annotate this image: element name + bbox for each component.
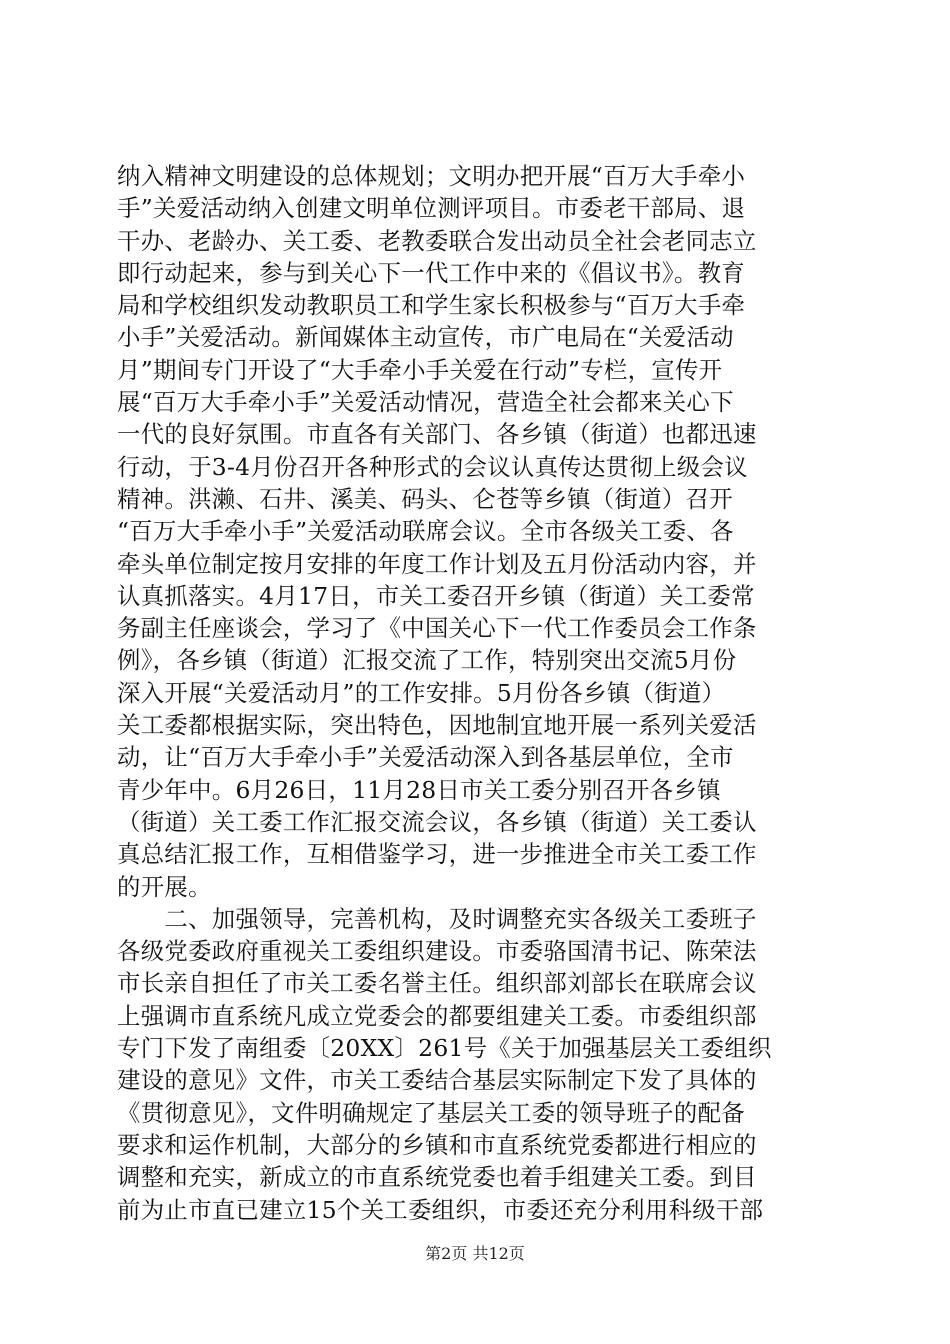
- text-line: 行动，于3-4月份召开各种形式的会议认真传达贯彻上级会议: [117, 452, 748, 481]
- text-line: 务副主任座谈会，学习了《中国关心下一代工作委员会工作条: [117, 614, 757, 643]
- text-line: 局和学校组织发动教职员工和学生家长积极参与“百万大手牵: [117, 291, 746, 320]
- text-line: 展“百万大手牵小手”关爱活动情况，营造全社会都来关心下: [117, 388, 734, 417]
- body-text: [117, 160, 833, 1226]
- text-line: 调整和充实，新成立的市直系统党委也着手组建关工委。到目: [117, 1163, 757, 1192]
- text-line: 市长亲自担任了市关工委名誉主任。组织部刘部长在联席会议: [117, 969, 757, 998]
- text-line: （街道）关工委工作汇报交流会议，各乡镇（街道）关工委认: [117, 807, 757, 836]
- text-line: 纳入精神文明建设的总体规划；文明办把开展“百万大手牵小: [117, 162, 746, 190]
- text-line: 要求和运作机制，大部分的乡镇和市直系统党委都进行相应的: [117, 1130, 757, 1159]
- text-line: 例》，各乡镇（街道）汇报交流了工作，特别突出交流5月份: [117, 646, 737, 675]
- text-line: 牵头单位制定按月安排的年度工作计划及五月份活动内容，并: [117, 549, 757, 578]
- text-line: 手”关爱活动纳入创建文明单位测评项目。市委老干部局、退: [117, 194, 746, 223]
- text-line: 动，让“百万大手牵小手”关爱活动深入到各基层单位，全市: [117, 743, 734, 772]
- text-line: 专门下发了南组委〔20XX〕261号《关于加强基层关工委组织: [117, 1034, 772, 1063]
- text-line: 《贯彻意见》，文件明确规定了基层关工委的领导班子的配备: [117, 1098, 745, 1127]
- text-line: 各级党委政府重视关工委组织建设。市委骆国清书记、陈荣法: [117, 937, 757, 966]
- text-line: 精神。洪濑、石井、溪美、码头、仑苍等乡镇（街道）召开: [117, 484, 733, 513]
- text-line: 真总结汇报工作，互相借鉴学习，进一步推进全市关工委工作: [117, 840, 757, 869]
- text-line: 深入开展“关爱活动月”的工作安排。5月份各乡镇（街道）: [117, 678, 726, 707]
- text-line: 即行动起来，参与到关心下一代工作中来的《倡议书》。教育: [117, 258, 745, 287]
- text-line: “百万大手牵小手”关爱活动联席会议。全市各级关工委、各: [117, 517, 734, 546]
- text-line: 干办、老龄办、关工委、老教委联合发出动员全社会老同志立: [117, 226, 757, 255]
- text-line: 前为止市直已建立15个关工委组织，市委还充分利用科级干部: [117, 1195, 764, 1224]
- page-footer: 第2页 共12页: [425, 1244, 525, 1263]
- section-heading-line: 二、加强领导，完善机构，及时调整充实各级关工委班子: [117, 904, 757, 933]
- text-line: 关工委都根据实际，突出特色，因地制宜地开展一系列关爱活: [117, 711, 757, 740]
- text-line: 一代的良好氛围。市直各有关部门、各乡镇（街道）也都迅速: [117, 420, 757, 449]
- text-line: 的开展。: [117, 872, 212, 901]
- text-line: 建设的意见》文件，市关工委结合基层实际制定下发了具体的: [117, 1066, 757, 1095]
- text-line: 认真抓落实。4月17日，市关工委召开乡镇（街道）关工委常: [117, 581, 755, 610]
- text-line: 上强调市直系统凡成立党委会的都要组建关工委。市委组织部: [117, 1001, 757, 1030]
- text-line: 月”期间专门开设了“大手牵小手关爱在行动”专栏，宣传开: [117, 355, 723, 384]
- text-line: 青少年中。6月26日，11月28日市关工委分别召开各乡镇: [117, 775, 721, 804]
- text-line: 小手”关爱活动。新闻媒体主动宣传，市广电局在“关爱活动: [117, 323, 734, 352]
